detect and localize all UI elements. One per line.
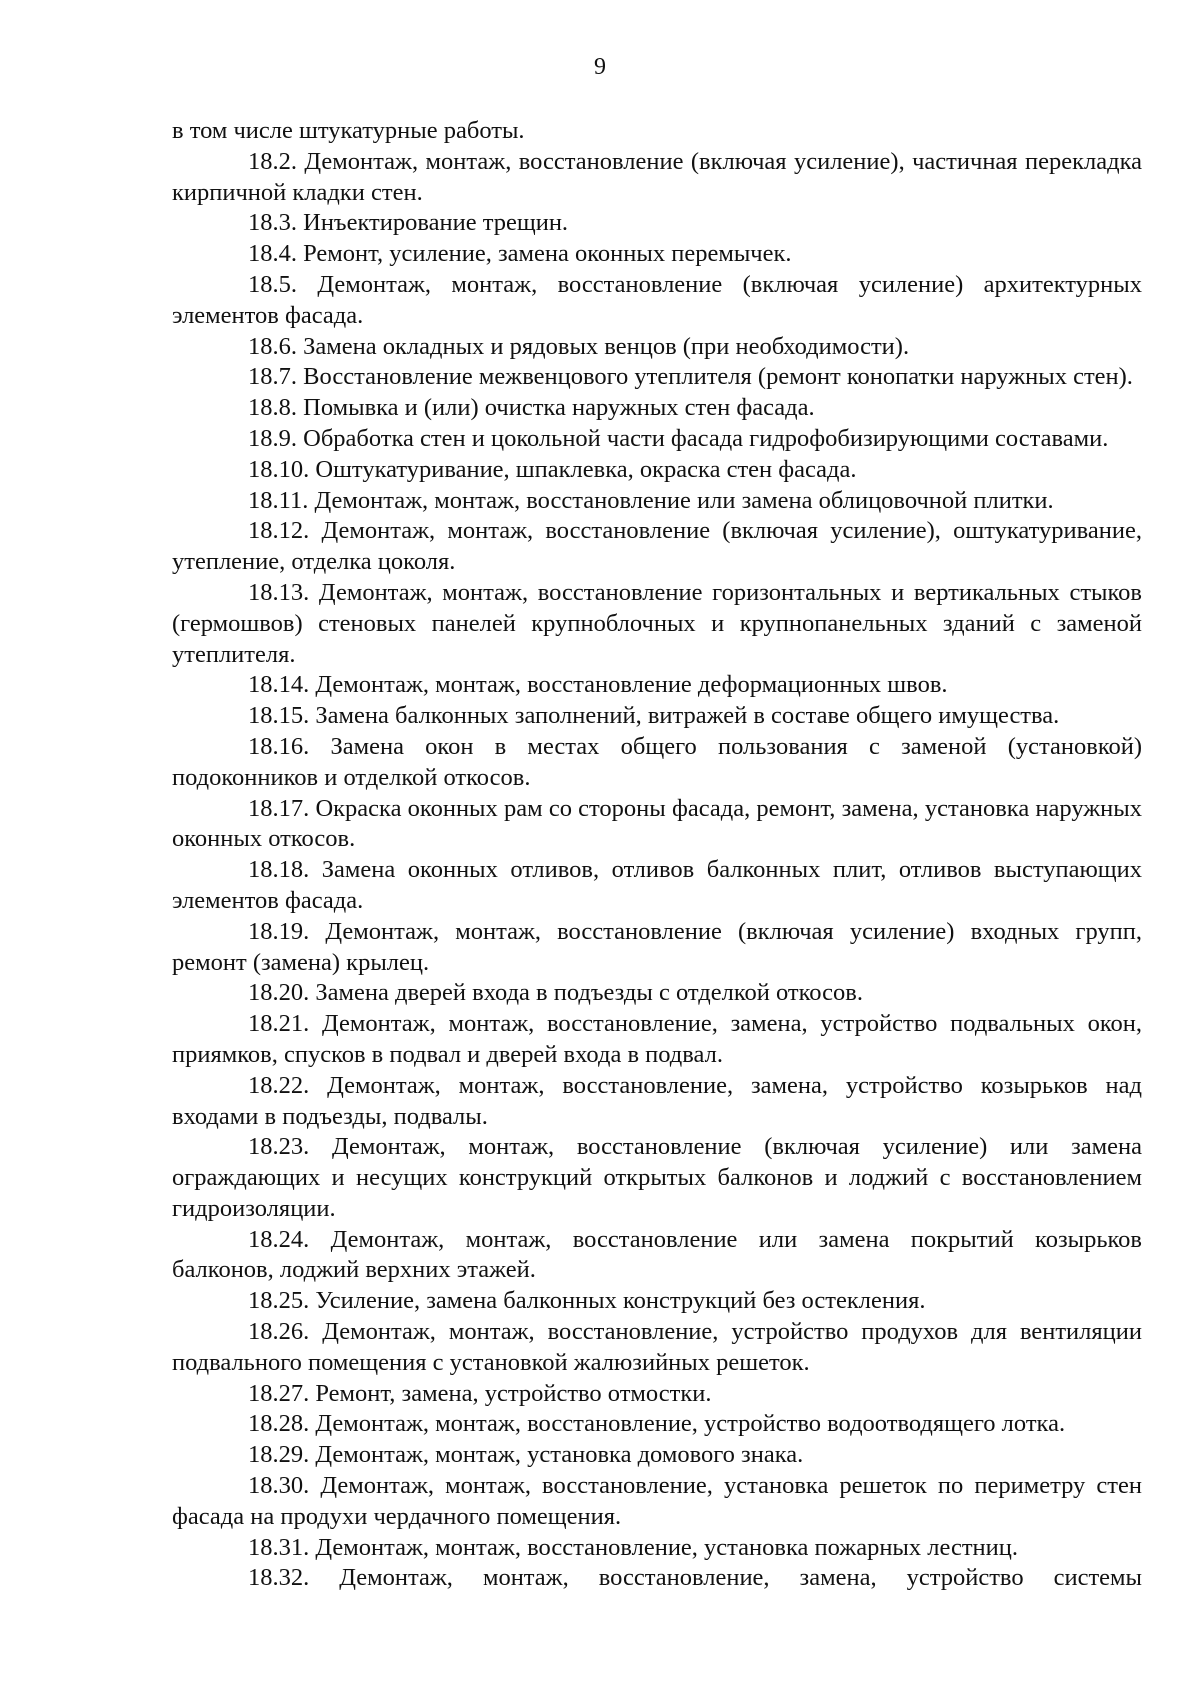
list-item-18-14: 18.14. Демонтаж, монтаж, восстановление деформационных швов.	[248, 671, 948, 699]
paragraph-continuation: в том числе штукатурные работы.	[172, 117, 525, 144]
list-item-18-2: 18.2. Демонтаж, монтаж, восстановление (включая усиление), частичная перекладка кирпичной кладки стен.	[172, 147, 1142, 206]
list-item-18-22: 18.22. Демонтаж, монтаж, восстановление, замена, устройство козырьков над входами в подъезды, подвалы.	[172, 1071, 1142, 1130]
list-item-18-20: 18.20. Замена дверей входа в подъезды с отделкой откосов.	[248, 979, 863, 1007]
list-item-18-31: 18.31. Демонтаж, монтаж, восстановление, установка пожарных лестниц.	[248, 1533, 1019, 1561]
list-item-18-18: 18.18. Замена оконных отливов, отливов балконных плит, отливов выступающих элементов фасада.	[172, 856, 1142, 914]
list-item-18-4: 18.4. Ремонт, усиление, замена оконных перемычек.	[248, 240, 792, 268]
list-item-18-23: 18.23. Демонтаж, монтаж, восстановление (включая усиление) или замена ограждающих и несущих конструкций открытых балконов и лоджий с восстановлением гидроизоляции.	[172, 1133, 1142, 1222]
list-item-18-3: 18.3. Инъектирование трещин.	[248, 209, 569, 237]
list-item-18-15: 18.15. Замена балконных заполнений, витражей в составе общего имущества.	[248, 702, 1060, 730]
list-item-18-25: 18.25. Усиление, замена балконных конструкций без остекления.	[248, 1287, 926, 1315]
list-item-18-27: 18.27. Ремонт, замена, устройство отмостки.	[248, 1379, 712, 1407]
list-item-18-26: 18.26. Демонтаж, монтаж, восстановление, устройство продухов для вентиляции подвального помещения с установкой жалюзийных решеток.	[172, 1318, 1142, 1376]
list-item-18-24: 18.24. Демонтаж, монтаж, восстановление или замена покрытий козырьков балконов, лоджий верхних этажей.	[172, 1225, 1142, 1284]
list-item-18-9: 18.9. Обработка стен и цокольной части фасада гидрофобизирующими составами.	[248, 424, 1109, 452]
list-item-18-8: 18.8. Помывка и (или) очистка наружных стен фасада.	[248, 394, 815, 422]
document-body	[172, 116, 1142, 1594]
list-item-18-10: 18.10. Оштукатуривание, шпаклевка, окраска стен фасада.	[248, 455, 857, 483]
list-item-18-5: 18.5. Демонтаж, монтаж, восстановление (включая усиление) архитектурных элементов фасада.	[172, 270, 1142, 329]
list-item-18-21: 18.21. Демонтаж, монтаж, восстановление, замена, устройство подвальных окон, приямков, спусков в подвал и дверей входа в подвал.	[172, 1010, 1142, 1068]
list-item-18-13: 18.13. Демонтаж, монтаж, восстановление горизонтальных и вертикальных стыков (гермошвов) стеновых панелей крупноблочных и крупнопанельных зданий с заменой утеплителя.	[172, 578, 1142, 668]
list-item-18-6: 18.6. Замена окладных и рядовых венцов (при необходимости).	[248, 332, 910, 360]
list-item-18-32: 18.32. Демонтаж, монтаж, восстановление, замена, устройство системы	[248, 1564, 1142, 1592]
list-item-18-17: 18.17. Окраска оконных рам со стороны фасада, ремонт, замена, установка наружных оконных откосов.	[172, 794, 1142, 853]
list-item-18-7: 18.7. Восстановление межвенцового утеплителя (ремонт конопатки наружных стен).	[248, 363, 1133, 391]
list-item-18-30: 18.30. Демонтаж, монтаж, восстановление, установка решеток по периметру стен фасада на продухи чердачного помещения.	[172, 1472, 1142, 1530]
list-item-18-16: 18.16. Замена окон в местах общего пользования с заменой (установкой) подоконников и отделкой откосов.	[172, 732, 1142, 791]
list-item-18-28: 18.28. Демонтаж, монтаж, восстановление, устройство водоотводящего лотка.	[248, 1410, 1066, 1438]
list-item-18-11: 18.11. Демонтаж, монтаж, восстановление или замена облицовочной плитки.	[248, 486, 1054, 514]
page-number: 9	[594, 54, 606, 80]
list-item-18-12: 18.12. Демонтаж, монтаж, восстановление (включая усиление), оштукатуривание, утепление, отделка цоколя.	[172, 517, 1142, 576]
list-item-18-29: 18.29. Демонтаж, монтаж, установка домового знака.	[248, 1441, 804, 1469]
list-item-18-19: 18.19. Демонтаж, монтаж, восстановление (включая усиление) входных групп, ремонт (замена) крылец.	[172, 917, 1142, 976]
